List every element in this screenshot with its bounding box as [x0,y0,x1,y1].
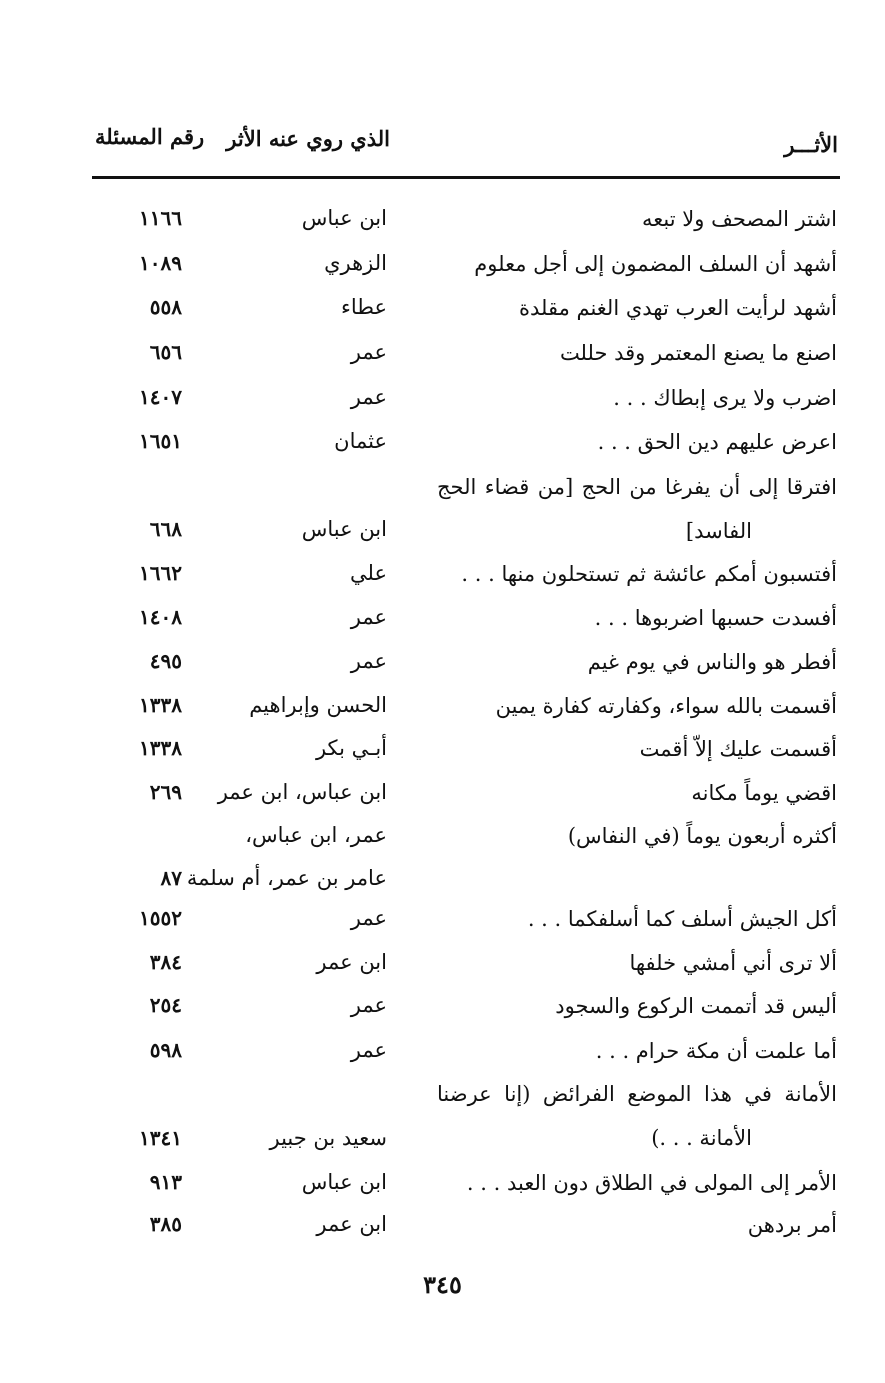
narrator-line: سعيد بن جبير [269,1126,387,1150]
athar-line: أقسمت عليك إلاّ أقمت [639,737,837,761]
athar-text [437,640,837,684]
header-narrator: الذي روي عنه الأثر [226,126,390,151]
issue-number: ٨٧ [160,866,182,890]
narrator-line: عمر [350,605,387,629]
narrator-line: عمر [350,385,387,409]
athar-text [437,684,837,728]
issue-number: ٩١٣ [149,1170,182,1194]
athar-line: ألا ترى أني أمشي خلفها [629,951,837,975]
narrator-text [147,984,387,1027]
narrator-text [147,552,387,595]
narrator-line: عمر [350,1038,387,1062]
issue-number: ٢٦٩ [149,780,182,804]
narrator-line: ابن عباس [301,1170,387,1194]
issue-number: ٦٥٦ [149,340,182,364]
athar-text [437,197,837,241]
narrator-line: عمر [350,649,387,673]
narrator-text [147,727,387,770]
athar-text [437,242,837,286]
athar-line: افترقا إلى أن يفرغا من الحج [من قضاء الحج [437,475,837,499]
issue-number: ٣٨٤ [149,950,182,974]
narrator-line: عامر بن عمر، أم سلمة [186,866,387,890]
narrator-text [147,771,387,814]
narrator-line: عثمان [334,429,387,453]
narrator-text [147,596,387,639]
narrator-text [147,420,387,463]
issue-number: ١٣٣٨ [139,736,182,760]
narrator-text [147,197,387,240]
athar-line: أكل الجيش أسلف كما أسلفكما . . . [527,907,837,931]
narrator-line: ابن عمر [316,950,387,974]
issue-number: ١٥٥٢ [139,906,182,930]
athar-text [437,376,837,420]
narrator-text [147,684,387,727]
narrator-text [147,331,387,374]
athar-line: اصنع ما يصنع المعتمر وقد حللت [559,341,837,365]
narrator-text [147,376,387,419]
narrator-text [147,1203,387,1246]
athar-line: أكثره أربعون يوماً (في النفاس) [567,824,837,848]
athar-text [437,465,837,553]
athar-line: أفسدت حسبها اضربوها . . . [594,606,837,630]
narrator-text [147,286,387,329]
issue-number: ١٤٠٨ [139,605,182,629]
header-rule [92,176,840,179]
issue-number: ٥٥٨ [149,295,182,319]
athar-line: اعرض عليهم دين الحق . . . [597,430,837,454]
athar-line: أفتسبون أمكم عائشة ثم تستحلون منها . . . [461,562,837,586]
athar-line: الأمانة في هذا الموضع الفرائض (إنا عرضنا [437,1082,837,1106]
narrator-text [147,941,387,984]
narrator-line: أبـي بكر [315,736,387,760]
athar-text [437,1072,837,1160]
narrator-line: عمر [350,340,387,364]
narrator-text [147,242,387,285]
issue-number: ١٦٦٢ [139,561,182,585]
athar-line: اقضي يوماً مكانه [691,781,837,805]
table-header [0,118,885,178]
issue-number: ١٤٠٧ [139,385,182,409]
issue-number: ١٠٨٩ [139,251,182,275]
athar-text [437,420,837,464]
athar-text [437,984,837,1028]
narrator-line: عمر، ابن عباس، [245,823,387,847]
issue-number: ٥٩٨ [149,1038,182,1062]
athar-text [437,727,837,771]
athar-line: أفطر هو والناس في يوم غيم [587,650,837,674]
narrator-text [147,1029,387,1072]
issue-number: ٢٥٤ [149,993,182,1017]
athar-text [437,1029,837,1073]
narrator-text [147,897,387,940]
athar-text [437,941,837,985]
narrator-text [147,814,387,900]
narrator-text [147,1161,387,1204]
narrator-line: ابن عباس [301,517,387,541]
issue-number: ١٦٥١ [139,429,182,453]
issue-number: ٣٨٥ [149,1212,182,1236]
athar-line: اشتر المصحف ولا تبعه [642,207,837,231]
athar-line: الأمر إلى المولى في الطلاق دون العبد . . . [466,1171,837,1195]
athar-line: أقسمت بالله سواء، وكفارته كفارة يمين [495,694,837,718]
issue-number: ٤٩٥ [149,649,182,673]
athar-line: أمر بردهن [747,1213,837,1237]
narrator-text [147,640,387,683]
athar-text [437,771,837,815]
issue-number: ٦٦٨ [149,517,182,541]
narrator-line: عمر [350,906,387,930]
page-number: ٣٤٥ [423,1270,462,1299]
athar-line: أما علمت أن مكة حرام . . . [595,1039,837,1063]
narrator-line: عطاء [340,295,387,319]
header-athar: الأثـــر [784,132,838,157]
athar-text [437,552,837,596]
narrator-text [147,1117,387,1160]
narrator-line: علي [350,561,387,585]
narrator-line: ابن عباس [301,206,387,230]
athar-line: اضرب ولا يرى إبطاك . . . [613,386,837,410]
header-issue-number: رقم المسئلة [95,124,205,149]
athar-text [437,331,837,375]
narrator-text [147,508,387,551]
athar-line: الأمانة . . .) [651,1126,752,1150]
issue-number: ١٣٣٨ [139,693,182,717]
issue-number: ١٣٤١ [139,1126,182,1150]
athar-line: أشهد أن السلف المضمون إلى أجل معلوم [474,252,837,276]
athar-text [437,897,837,941]
athar-text [437,1161,837,1205]
narrator-line: ابن عمر [316,1212,387,1236]
athar-line: الفاسد] [685,519,752,543]
athar-text [437,814,837,858]
narrator-line: الحسن وإبراهيم [249,693,387,717]
narrator-line: ابن عباس، ابن عمر [217,780,387,804]
athar-text [437,596,837,640]
narrator-line: عمر [350,993,387,1017]
athar-text [437,286,837,330]
athar-text [437,1203,837,1247]
athar-line: أشهد لرأيت العرب تهدي الغنم مقلدة [518,296,837,320]
narrator-line: الزهري [324,251,387,275]
issue-number: ١١٦٦ [139,206,182,230]
athar-line: أليس قد أتممت الركوع والسجود [555,994,837,1018]
